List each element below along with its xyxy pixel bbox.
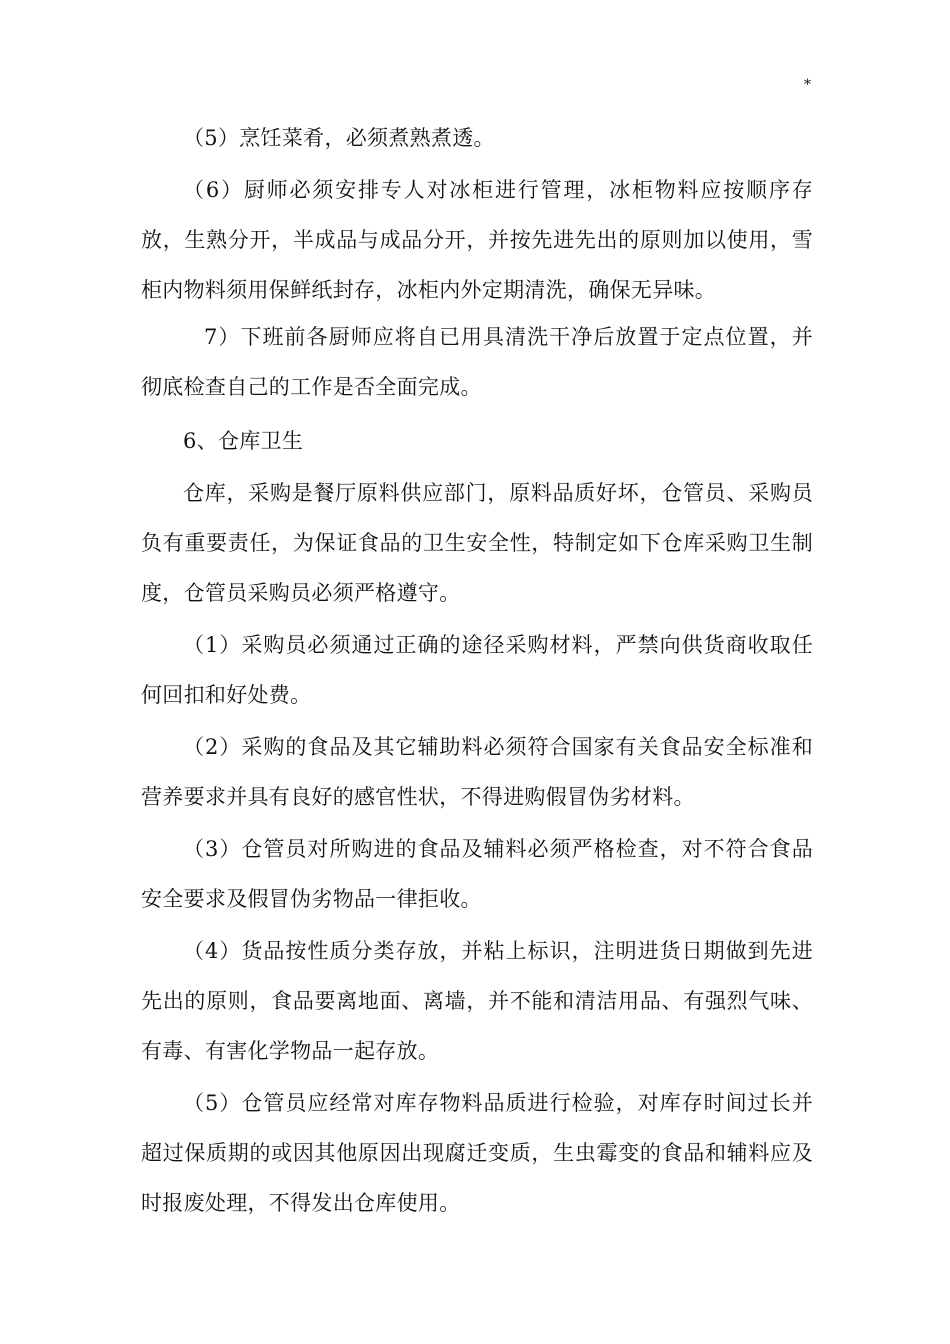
paragraph-warehouse-intro: 仓库，采购是餐厅原料供应部门，原料品质好坏，仓管员、采购员负有重要责任，为保证食品的卫生安全性，特制定如下仓库采购卫生制度，仓管员采购员必须严格遵守。: [141, 481, 813, 605]
document-body: [141, 113, 813, 1228]
paragraph-purchasing-rule-4: （4）货品按性质分类存放，并粘上标识，注明进货日期做到先进先出的原则，食品要离地面、离墙，并不能和清洁用品、有强烈气味、有毒、有害化学物品一起存放。: [141, 939, 813, 1063]
paragraph-purchasing-rule-5: （5）仓管员应经常对库存物料品质进行检验，对库存时间过长并超过保质期的或因其他原因出现腐迁变质，生虫霉变的食品和辅料应及时报废处理，不得发出仓库使用。: [141, 1091, 813, 1215]
section-heading-warehouse: 6、仓库卫生: [183, 429, 304, 453]
paragraph-freezer: （6）厨师必须安排专人对冰柜进行管理，冰柜物料应按顺序存放，生熟分开，半成品与成品分开，并按先进先出的原则加以使用，雪柜内物料须用保鲜纸封存，冰柜内外定期清洗，确保无异味。: [141, 178, 813, 302]
paragraph-end-of-shift: 7）下班前各厨师应将自已用具清洗干净后放置于定点位置，并彻底检查自己的工作是否全面完成。: [141, 325, 813, 399]
paragraph-cooking: （5）烹饪菜肴，必须煮熟煮透。: [183, 126, 495, 150]
paragraph-purchasing-rule-2: （2）采购的食品及其它辅助料必须符合国家有关食品安全标准和营养要求并具有良好的感官性状，不得进购假冒伪劣材料。: [141, 735, 813, 809]
paragraph-purchasing-rule-1: （1）采购员必须通过正确的途径采购材料，严禁向供货商收取任何回扣和好处费。: [141, 633, 813, 707]
header-mark: *: [804, 77, 811, 93]
paragraph-purchasing-rule-3: （3）仓管员对所购进的食品及辅料必须严格检查，对不符合食品安全要求及假冒伪劣物品一律拒收。: [141, 837, 813, 911]
